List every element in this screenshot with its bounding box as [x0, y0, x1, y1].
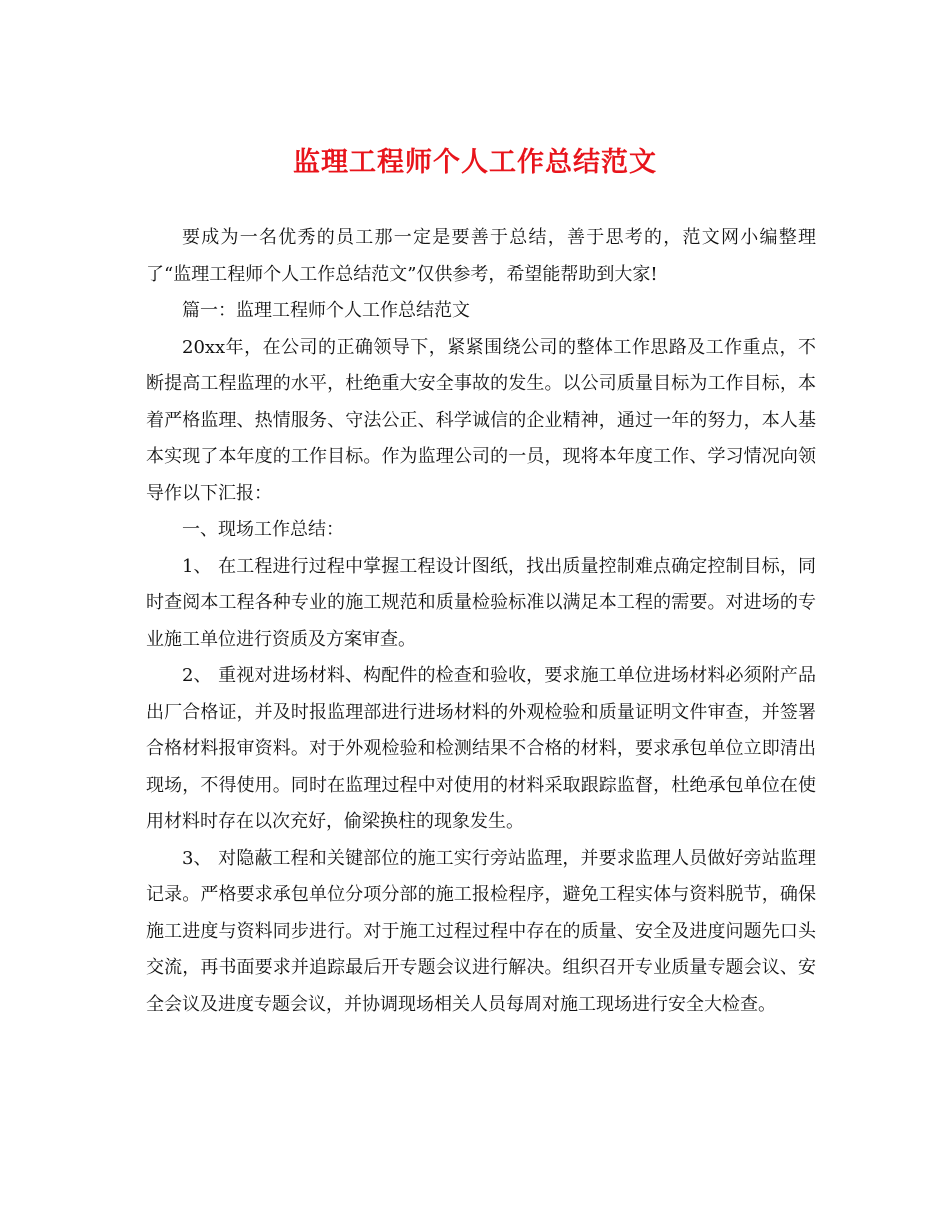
section-heading: [146, 512, 816, 549]
intro-paragraph: 要成为一名优秀的员工那一定是要善于总结，善于思考的，范文网小编整理了“监理工程师个人工作总结范文”仅供参考，希望能帮助到大家!: [146, 227, 816, 285]
overview-paragraph: 20xx年，在公司的正确领导下，紧紧围绕公司的整体工作思路及工作重点，不断提高工程监理的水平，杜绝重大安全事故的发生。以公司质量目标为工作目标，本着严格监理、热情服务、守法公正、科学诚信的企业精神，通过一年的努力，本人基本实现了本年度的工作目标。作为监理公司的一员，现将本年度工作、学习情况向领导作以下汇报：: [146, 336, 816, 504]
item-text: 对隐蔽工程和关键部位的施工实行旁站监理，并要求监理人员做好旁站监理记录。严格要求承包单位分项分部的施工报检程序，避免工程实体与资料脱节，确保施工进度与资料同步进行。对于施工过程过程中存在的质量、安全及进度问题先口头交流，再书面要求并追踪最后开专题会议进行解决。组织召开专业质量专题会议、安全会议及进度专题会议，并协调现场相关人员每周对施工现场进行安全大检查。: [146, 847, 816, 1015]
list-item: [146, 841, 816, 1024]
section-number: 一、: [182, 519, 218, 540]
item-text: 重视对进场材料、构配件的检查和验收，要求施工单位进场材料必须附产品出厂合格证，并及时报监理部进行进场材料的外观检验和质量证明文件审查，并签署合格材料报审资料。对于外观检验和检测结果不合格的材料，要求承包单位立即清出现场，不得使用。同时在监理过程中对使用的材料采取跟踪监督，杜绝承包单位在使用材料时存在以次充好，偷梁换柱的现象发生。: [146, 665, 816, 832]
item-number: 1、: [182, 555, 212, 577]
chapter-heading: 篇一：监理工程师个人工作总结范文: [182, 300, 470, 321]
item-number: 2、: [182, 665, 212, 686]
list-item: [146, 549, 816, 659]
item-number: 3、: [182, 847, 212, 869]
document-body: [146, 220, 816, 1023]
item-text: 在工程进行过程中掌握工程设计图纸，找出质量控制难点确定控制目标，同时查阅本工程各种专业的施工规范和质量检验标准以满足本工程的需要。对进场的专业施工单位进行资质及方案审查。: [146, 555, 816, 650]
section-heading-text: 现场工作总结：: [218, 519, 344, 540]
list-item: [146, 658, 816, 841]
document-title: 监理工程师个人工作总结范文: [293, 147, 657, 178]
